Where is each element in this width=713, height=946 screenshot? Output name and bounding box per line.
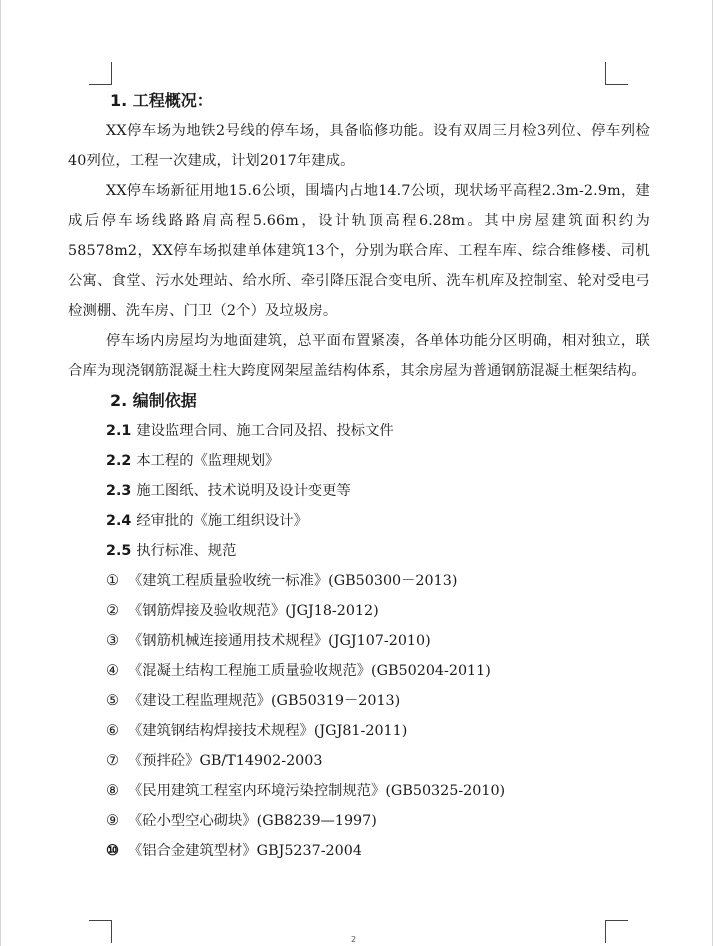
circled-number: ④ <box>106 663 119 679</box>
standard-item <box>106 626 650 656</box>
crop-mark-bottom-left <box>89 920 112 943</box>
list-item <box>106 416 650 446</box>
list-item <box>106 506 650 536</box>
item-text: 本工程的《监理规划》 <box>136 453 280 469</box>
standard-text: 《钢筋焊接及验收规范》(JGJ18-2012) <box>128 603 379 619</box>
item-number: 2.4 <box>106 513 132 529</box>
standard-text: 《民用建筑工程室内环境污染控制规范》(GB50325-2010) <box>128 783 506 799</box>
crop-mark-top-left <box>89 62 112 85</box>
paragraph: 停车场内房屋均为地面建筑，总平面布置紧凑，各单体功能分区明确，相对独立，联合库为现浇钢筋混凝土柱大跨度网架屋盖结构体系，其余房屋为普通钢筋混凝土框架结构。 <box>68 333 650 379</box>
list-item <box>106 476 650 506</box>
section-heading-basis: 2. 编制依据 <box>110 391 197 410</box>
item-text: 施工图纸、技术说明及设计变更等 <box>136 483 351 499</box>
standard-text: 《建筑工程质量验收统一标准》(GB50300－2013) <box>128 573 458 589</box>
page-content <box>68 88 650 866</box>
paragraph: XX停车场新征用地15.6公顷，围墙内占地14.7公顷，现状场平高程2.3m-2.9m，建成后停车场线路路肩高程5.66m，设计轨顶高程6.28m。其中房屋建筑面积约为58578m2，XX停车场拟建单体建筑13个，分别为联合库、工程车库、综合维修楼、司机公寓、食堂、污水处理站、给水所、牵引降压混合变电所、洗车机库及控制室、轮对受电弓检测棚、洗车房、门卫（2个）及垃圾房。 <box>68 183 650 319</box>
list-item <box>106 536 650 566</box>
circled-number: ⑦ <box>106 753 119 769</box>
item-text: 建设监理合同、施工合同及招、投标文件 <box>136 423 394 439</box>
section-heading-overview: 1. 工程概况： <box>110 91 213 110</box>
standard-item <box>106 686 650 716</box>
standard-item <box>106 596 650 626</box>
standard-text: 《预拌砼》GB/T14902-2003 <box>128 753 323 769</box>
circled-number: ⑧ <box>106 783 119 799</box>
circled-number: ⑤ <box>106 693 119 709</box>
page-number: 2 <box>351 935 357 944</box>
list-item <box>106 446 650 476</box>
standard-item <box>106 716 650 746</box>
circled-number: ③ <box>106 633 119 649</box>
crop-mark-bottom-right <box>605 920 628 943</box>
circled-number: ① <box>106 573 119 589</box>
crop-mark-top-right <box>605 62 628 85</box>
standard-text: 《钢筋机械连接通用技术规程》(JGJ107-2010) <box>128 633 431 649</box>
standard-text: 《铝合金建筑型材》GBJ5237-2004 <box>128 843 362 859</box>
circled-number: ⑨ <box>106 813 119 829</box>
item-number: 2.1 <box>106 423 132 439</box>
paragraph: XX停车场为地铁2号线的停车场，具备临修功能。设有双周三月检3列位、停车列检40列位，工程一次建成，计划2017年建成。 <box>68 123 650 169</box>
standard-text: 《建筑钢结构焊接技术规程》(JGJ81-2011) <box>128 723 408 739</box>
standard-item <box>106 566 650 596</box>
item-number: 2.3 <box>106 483 132 499</box>
item-number: 2.5 <box>106 543 132 559</box>
circled-number: ⑩ <box>106 843 119 859</box>
standard-text: 《混凝土结构工程施工质量验收规范》(GB50204-2011) <box>128 663 491 679</box>
standard-item <box>106 746 650 776</box>
item-text: 经审批的《施工组织设计》 <box>136 513 308 529</box>
standard-item <box>106 656 650 686</box>
standard-item <box>106 806 650 836</box>
standard-text: 《砼小型空心砌块》(GB8239—1997) <box>128 813 377 829</box>
circled-number: ⑥ <box>106 723 119 739</box>
item-number: 2.2 <box>106 453 132 469</box>
standard-text: 《建设工程监理规范》(GB50319－2013) <box>128 693 401 709</box>
standard-item <box>106 776 650 806</box>
standard-item <box>106 836 650 866</box>
item-text: 执行标准、规范 <box>136 543 237 559</box>
circled-number: ② <box>106 603 119 619</box>
